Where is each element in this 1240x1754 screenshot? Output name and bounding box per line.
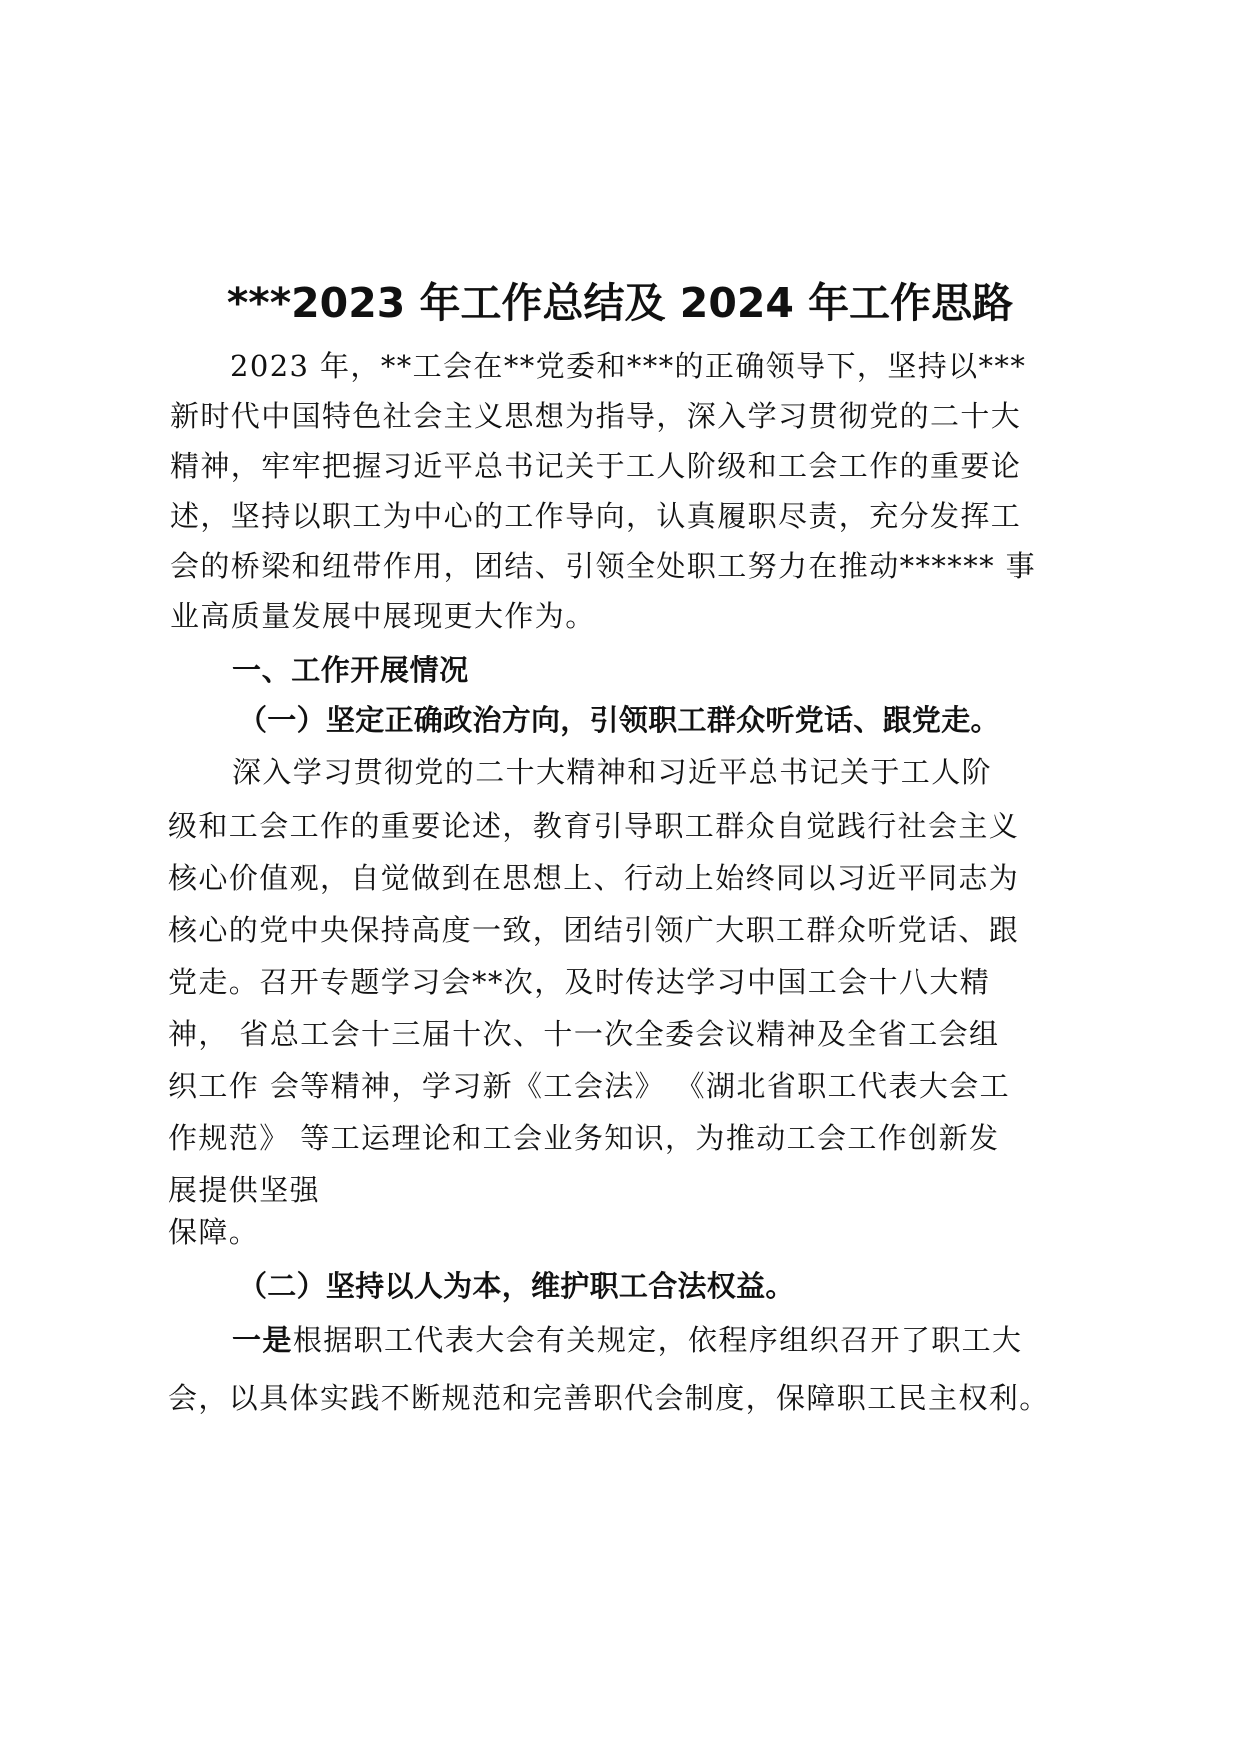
document-title: ***2023 年工作总结及 2024 年工作思路 [226, 279, 1014, 327]
sub1-line-4: 核心的党中央保持高度一致，团结引领广大职工群众听党话、跟 [168, 913, 1020, 947]
sub1-line-1: 深入学习贯彻党的二十大精神和习近平总书记关于工人阶 [232, 755, 993, 789]
intro-line-4: 述，坚持以职工为中心的工作导向，认真履职尽责，充分发挥工 [170, 499, 1022, 533]
sub1-line-9: 展提供坚强 [168, 1173, 321, 1207]
sub1-line-8: 作规范》 等工运理论和工会业务知识，为推动工会工作创新发 [168, 1121, 1000, 1155]
subsection-heading-2: （二）坚持以人为本，维护职工合法权益。 [238, 1269, 795, 1303]
intro-line-1: 2023 年，**工会在**党委和***的正确领导下，坚持以*** [230, 349, 1027, 383]
sub2-line-2: 会，以具体实践不断规范和完善职代会制度，保障职工民主权利。 [168, 1381, 1050, 1415]
subsection-heading-1: （一）坚定正确政治方向，引领职工群众听党话、跟党走。 [238, 703, 1000, 737]
sub1-line-5: 党走。召开专题学习会**次，及时传达学习中国工会十八大精 [168, 965, 991, 999]
sub1-line-6: 神， 省总工会十三届十次、十一次全委会议精神及全省工会组 [168, 1017, 1000, 1051]
sub1-line-3: 核心价值观，自觉做到在思想上、行动上始终同以习近平同志为 [168, 861, 1020, 895]
intro-line-3: 精神，牢牢把握习近平总书记关于工人阶级和工会工作的重要论 [170, 449, 1022, 483]
sub1-line-2: 级和工会工作的重要论述，教育引导职工群众自觉践行社会主义 [168, 809, 1020, 843]
sub2-lead: 一是 [232, 1323, 293, 1357]
sub2-line-1 [232, 1320, 1022, 1360]
intro-line-6: 业高质量发展中展现更大作为。 [170, 599, 596, 633]
intro-line-2: 新时代中国特色社会主义思想为指导，深入学习贯彻党的二十大 [170, 399, 1022, 433]
sub1-line-10: 保障。 [168, 1215, 260, 1249]
sub1-line-7: 织工作 会等精神，学习新《工会法》 《湖北省职工代表大会工 [168, 1069, 1011, 1103]
intro-line-5: 会的桥梁和纽带作用，团结、引领全处职工努力在推动****** 事 [170, 549, 1037, 583]
section-heading-1: 一、工作开展情况 [232, 653, 469, 687]
sub2-line-1-text: 根据职工代表大会有关规定，依程序组织召开了职工大 [292, 1323, 1023, 1357]
